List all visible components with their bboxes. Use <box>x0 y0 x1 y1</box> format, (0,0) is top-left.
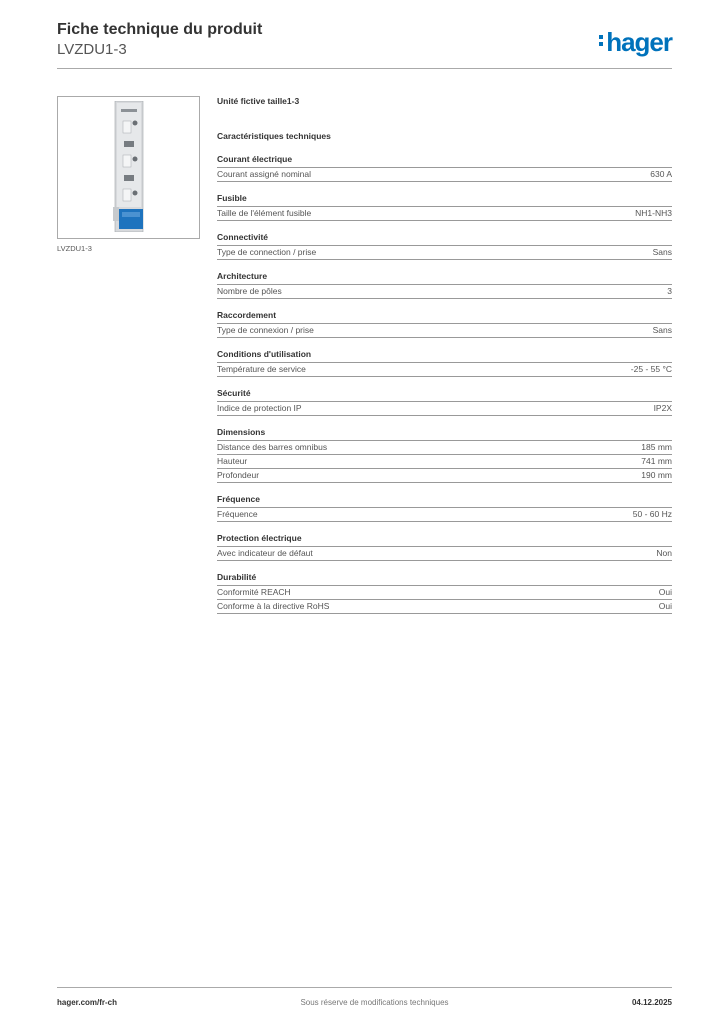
spec-value: 630 A <box>650 169 672 179</box>
spec-row <box>217 324 672 338</box>
spec-row <box>217 246 672 260</box>
spec-value: Oui <box>658 601 672 611</box>
logo-dots-icon <box>599 35 604 49</box>
spec-value: Oui <box>658 587 672 597</box>
footer-url[interactable]: hager.com/fr-ch <box>57 998 118 1007</box>
spec-group-title: Protection électrique <box>217 532 672 547</box>
spec-label: Type de connexion / prise <box>217 325 314 335</box>
spec-row <box>217 441 672 455</box>
spec-row <box>217 547 672 561</box>
spec-value: 190 mm <box>641 470 672 480</box>
spec-label: Type de connection / prise <box>217 247 317 257</box>
spec-row <box>217 600 672 614</box>
spec-label: Indice de protection IP <box>217 403 302 413</box>
spec-label: Distance des barres omnibus <box>217 442 328 452</box>
spec-label: Taille de l'élément fusible <box>217 208 312 218</box>
spec-value: 3 <box>667 286 672 296</box>
spec-group-title: Dimensions <box>217 426 672 441</box>
spec-group-title: Conditions d'utilisation <box>217 348 672 363</box>
spec-label: Fréquence <box>217 509 258 519</box>
spec-row <box>217 285 672 299</box>
spec-group-title: Fusible <box>217 192 672 207</box>
spec-group-title: Raccordement <box>217 309 672 324</box>
spec-row <box>217 363 672 377</box>
spec-group-title: Architecture <box>217 270 672 285</box>
page-header <box>57 20 672 60</box>
page-title: Fiche technique du produit <box>57 21 263 38</box>
spec-row <box>217 455 672 469</box>
spec-label: Hauteur <box>217 456 248 466</box>
spec-row <box>217 402 672 416</box>
spec-groups <box>217 153 672 614</box>
spec-row <box>217 586 672 600</box>
product-family: Unité fictive taille1-3 <box>217 96 300 106</box>
spec-label: Conforme à la directive RoHS <box>217 601 330 611</box>
spec-value: Sans <box>652 325 672 335</box>
spec-label: Nombre de pôles <box>217 286 282 296</box>
footer-date: 04.12.2025 <box>631 998 672 1007</box>
spec-value: 185 mm <box>641 442 672 452</box>
spec-label: Conformité REACH <box>217 587 291 597</box>
spec-label: Avec indicateur de défaut <box>217 548 313 558</box>
spec-label: Profondeur <box>217 470 260 480</box>
spec-value: 741 mm <box>641 456 672 466</box>
product-code: LVZDU1-3 <box>57 41 127 58</box>
spec-row <box>217 469 672 483</box>
spec-group-title: Courant électrique <box>217 153 672 168</box>
spec-group-title: Connectivité <box>217 231 672 246</box>
spec-value: 50 - 60 Hz <box>632 509 672 519</box>
hager-logo <box>599 27 672 58</box>
header-divider <box>57 68 672 69</box>
spec-group-title: Durabilité <box>217 571 672 586</box>
product-image-frame <box>57 96 200 239</box>
spec-row <box>217 207 672 221</box>
spec-group-title: Fréquence <box>217 493 672 508</box>
footer-note: Sous réserve de modifications techniques <box>300 998 449 1007</box>
spec-value: IP2X <box>653 403 672 413</box>
logo-text: hager <box>606 27 672 57</box>
spec-group-title: Sécurité <box>217 387 672 402</box>
spec-value: Non <box>656 548 672 558</box>
spec-value: NH1-NH3 <box>635 208 672 218</box>
spec-value: Sans <box>652 247 672 257</box>
specs-section <box>217 96 672 614</box>
product-caption: LVZDU1-3 <box>57 244 92 253</box>
spec-label: Température de service <box>217 364 306 374</box>
fuse-switch-disconnector-image <box>113 101 145 232</box>
specs-heading: Caractéristiques techniques <box>217 131 331 141</box>
page-footer <box>57 987 672 1007</box>
spec-row <box>217 168 672 182</box>
spec-row <box>217 508 672 522</box>
spec-label: Courant assigné nominal <box>217 169 312 179</box>
spec-value: -25 - 55 °C <box>630 364 672 374</box>
